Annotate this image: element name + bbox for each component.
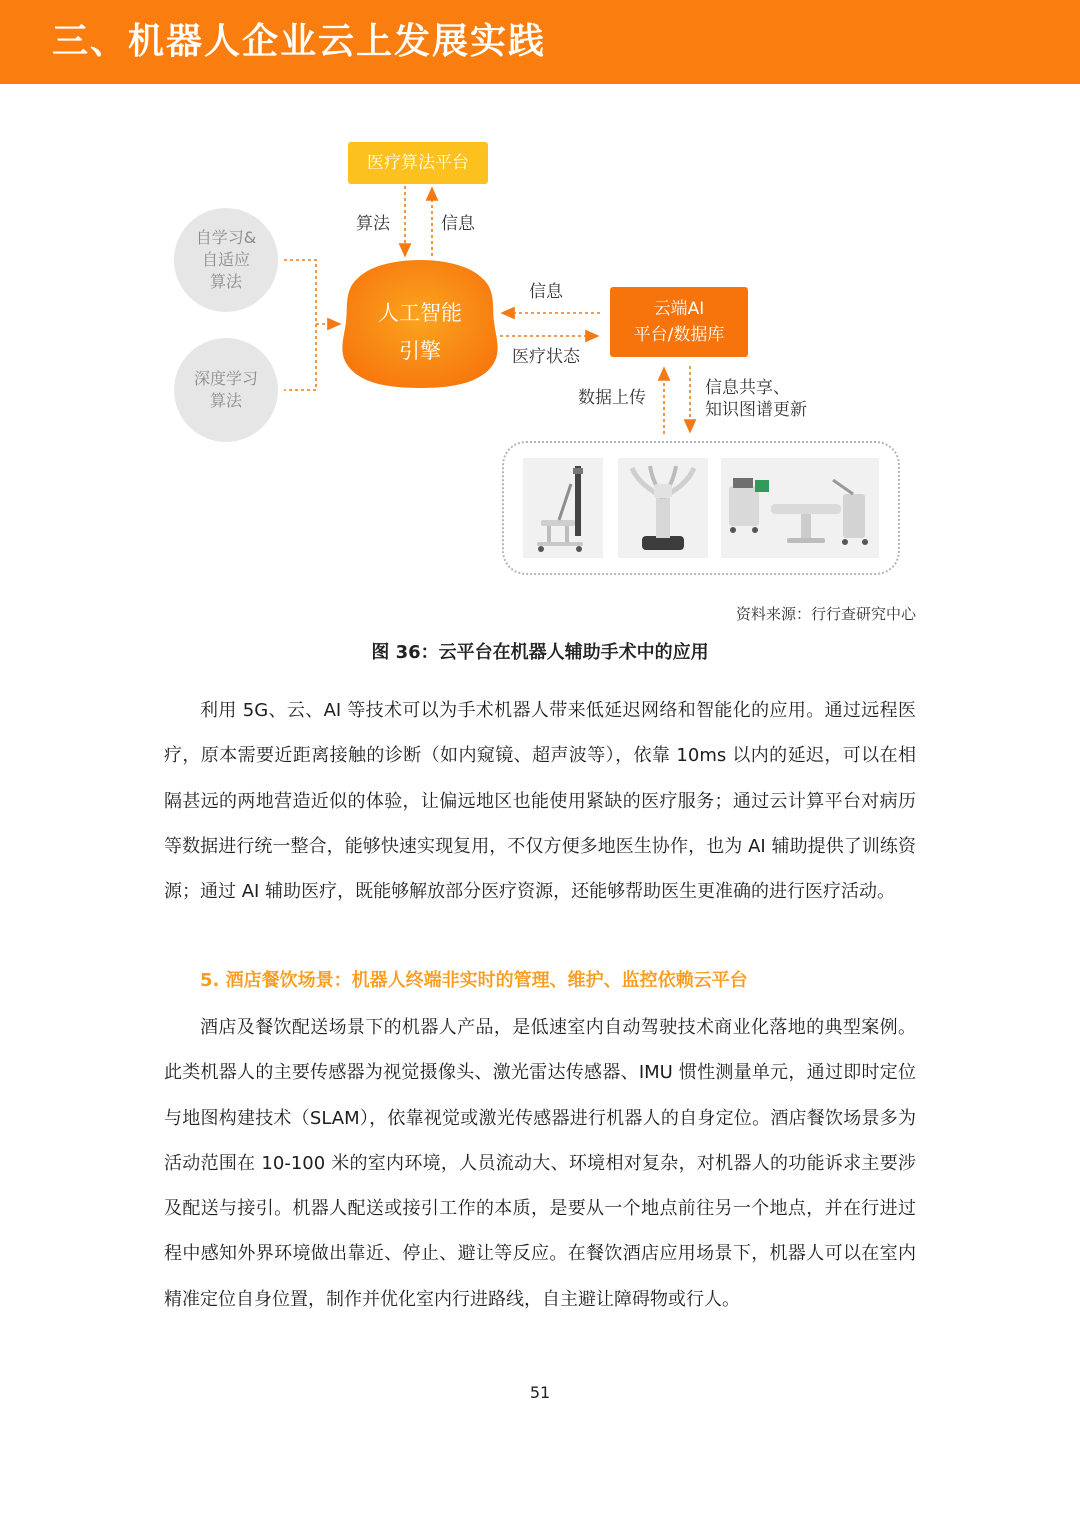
ai-engine [345, 282, 495, 382]
cloud-ai-platform-box [610, 287, 748, 357]
circle-1-line-2: 自适应 [201, 250, 250, 269]
figure-caption: 图 36：云平台在机器人辅助手术中的应用 [371, 642, 709, 663]
label-medical-status: 医疗状态 [512, 347, 580, 367]
figure-source: 资料来源：行行查研究中心 [735, 605, 916, 623]
surgical-robot-image-1 [523, 458, 603, 558]
deep-learning-algorithm-circle [174, 338, 278, 442]
label-algorithm: 算法 [356, 214, 390, 234]
surgical-robot-image-3 [721, 458, 879, 558]
circle-1-line-1: 自学习& [195, 228, 257, 247]
surgical-robot-image-2 [618, 458, 708, 558]
label-data-upload: 数据上传 [578, 388, 646, 408]
body-paragraph-1: 利用 5G、云、AI 等技术可以为手术机器人带来低延迟网络和智能化的应用。通过远程医疗，原本需要近距离接触的诊断（如内窥镜、超声波等），依靠 10ms 以内的延迟，可以在相隔甚远的两地营造近似的体验，让偏远地区也能使用紧缺的医疗服务；通过云计算平台对病历等数据进行统一整合，能够快速实现复用，不仅方便多地医生协作，也为 AI 辅助提供了训练资源；通过 AI 辅助医疗，既能够解放部分医疗资源，还能够帮助医生更准确的进行医疗活动。 [164, 700, 916, 903]
body-paragraph-2: 酒店及餐饮配送场景下的机器人产品，是低速室内自动驾驶技术商业化落地的典型案例。此类机器人的主要传感器为视觉摄像头、激光雷达传感器、IMU 惯性测量单元，通过即时定位与地图构建技术（SLAM），依靠视觉或激光传感器进行机器人的自身定位。酒店餐饮场景多为活动范围在 10-100 米的室内环境，人员流动大、环境相对复杂，对机器人的功能诉求主要涉及配送与接引。机器人配送或接引工作的本质，是要从一个地点前往另一个地点，并在行进过程中感知外界环境做出靠近、停止、避让等反应。在餐饮酒店应用场景下，机器人可以在室内精准定位自身位置，制作并优化室内行进路线，自主避让障碍物或行人。 [164, 1017, 916, 1310]
section-subheading: 5. 酒店餐饮场景：机器人终端非实时的管理、维护、监控依赖云平台 [200, 970, 748, 991]
label-knowledge-graph-update: 知识图谱更新 [705, 400, 807, 420]
surgical-table-robot-icon [721, 458, 879, 558]
medical-algorithm-platform-box: 医疗算法平台 [348, 142, 488, 184]
cloud-surgery-diagram [0, 84, 1080, 604]
page-number: 51 [529, 1383, 551, 1402]
circle-1-line-3: 算法 [209, 272, 242, 291]
ai-engine-line-2: 引擎 [399, 339, 441, 363]
ai-engine-line-1: 人工智能 [378, 301, 462, 325]
header-bar [0, 0, 1080, 84]
label-info-left: 信息 [529, 282, 563, 302]
robot-arm-cart-icon [523, 458, 603, 558]
multi-arm-robot-icon [618, 458, 708, 558]
circle-connector [284, 260, 316, 390]
label-info-share: 信息共享、 [705, 378, 790, 398]
cloud-box-line-1: 云端AI [653, 299, 705, 319]
label-info-up: 信息 [441, 214, 475, 234]
cloud-box-line-2: 平台/数据库 [633, 325, 725, 345]
page-title: 三、机器人企业云上发展实践 [52, 21, 547, 62]
self-learning-algorithm-circle [174, 208, 278, 312]
circle-2-line-2: 算法 [209, 391, 242, 410]
circle-2-line-1: 深度学习 [193, 369, 258, 388]
